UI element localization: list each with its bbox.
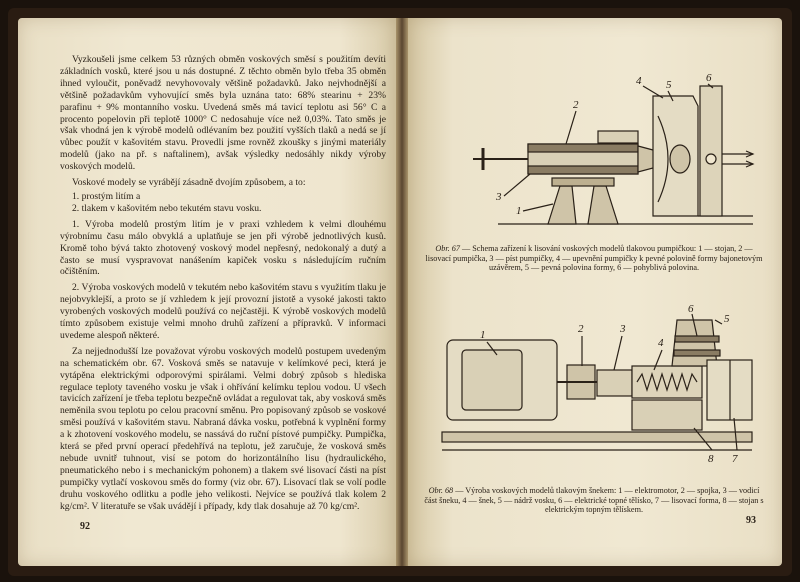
method-list [60,191,386,215]
left-page-text [60,54,386,513]
figure-67-drawing [468,56,758,238]
fig67-label: 5 [666,79,672,91]
page-number-right: 93 [746,515,756,526]
fig68-label: 2 [578,323,584,335]
page-number-left: 92 [80,521,90,532]
paragraph: 2. Výroba voskových modelů v tekutém nebo kašovitém stavu s využitím tlaku je nejobvyklejší, a proto se jí vzhledem k její provozní jistotě a vysoké jakosti takto vyrobených voskových modelů používá co nejčastěji. K výrobě voskových modelů tímto způsobem existuje velmi mnoho druhů zařízení a přípravků. V informaci uvedeme alespoň některé. [60,282,386,341]
fig68-label: 1 [480,329,486,341]
caption-title: Obr. 68 [428,486,454,495]
paragraph: Vyzkoušeli jsme celkem 53 různých obměn voskových směsí s použitím devíti základních vosků, které jsou u nás dostupné. Z těchto obměn bylo třeba 35 obměn ihned vyloučit, poněvadž nevyhovovaly většině požadavků. Jako nejvhodnější a většině požadavkům vyhovující směs byla uznána tato: 68% stearinu + 23% parafinu + 9% montanního vosku. Uvedená směs má tavicí teplotu asi 56° C a procento popelovin při teplotě 1000° C nedosahuje více než 0,03%. Tato směs je však vhodná jen k výrobě modelů odlévaním bez použití vyšších tlaků a nedá se jí vůbec použít v kašovitém stavu. Provedli jsme rovněž zkoušky s jinými materiály modelů (jako na př. s naftalinem), avšak výsledky nedosáhly nikdy výroby voskových modelů. [60,54,386,173]
fig67-label: 3 [496,191,502,203]
book-gutter [396,18,408,566]
list-item: 1. prostým litím a [72,190,141,202]
fig67-label: 2 [573,99,579,111]
fig68-label: 4 [658,337,664,349]
list-item: 2. tlakem v kašovitém nebo tekutém stavu vosku. [72,202,262,214]
fig68-label: 6 [688,303,694,315]
figure-68-caption [424,486,764,515]
figure-68 [422,300,768,480]
caption-text: — Schema zařízení k lisování voskových modelů tlakovou pumpičkou: 1 — stojan, 2 — lisovací pumpička, 3 — píst pumpičky, 4 — upevnění pumpičky k pevné polovině formy bajonetovým uzávěrem, 5 — pevná polovina formy, 6 — pohyblivá polovina. [425,244,763,273]
book-spread [8,8,792,576]
fig67-label: 4 [636,75,642,87]
fig67-label: 1 [516,205,522,217]
figure-68-drawing [422,300,768,480]
caption-text: — Výroba voskových modelů tlakovým šnekem: 1 — elektromotor, 2 — spojka, 3 — vodicí část šneku, 4 — šnek, 5 — nádrž vosku, 6 — elektrické topné tělísko, 7 — lisovací forma, 8 — stojan s elektrickým topným tělískem. [424,486,764,515]
figure-67 [468,56,758,238]
fig68-label: 3 [620,323,626,335]
fig67-label: 6 [706,72,712,84]
figure-67-caption [424,244,764,273]
left-page [18,18,396,566]
right-page [408,18,782,566]
caption-title: Obr. 67 [435,244,460,253]
paragraph: Voskové modely se vyrábějí zásadně dvojím způsobem, a to: [72,177,306,189]
fig68-label: 7 [732,453,738,465]
paragraph: Za nejjednodušší lze považovat výrobu voskových modelů postupem uvedeným na schematickém obr. 67. Vosková směs se natavuje v kelímkové peci, která je vytápěna elektrickými odporovými spirálami. Velmi dobrý způsob s hlediska regulace teploty taveného vosku je však i ohřívání kelímku teplou vodou. U všech tavicích zařízení je třeba teplotu bezpečně ovládat a regulovat tak, aby vosková směs neměnila svou teplotu po celou pracovní směnu. Pro popisovaný způsob se voskové směsi používá v kašovitém stavu. Nabraná dávka vosku, potřebná k vyplnění formy a k zhotovení voskového modelu, se nassává do ruční pístové pumpičky. Pumpička, která se před první operací předehřívá na teplotu, jež zaručuje, že vosková směs nebude uvnitř tuhnout, visí se potom do horizontálního lisu (hydraulického, pneumatického nebo i s mechanickým pohonem) a tlakem své lisovací části na píst pumpičky vytlačí voskovou směs do formy (viz obr. 67). Lisovací tlak se volí podle druhu voskového odlitku a podle jeho velikosti. Nejvíce se používá tlak kolem 2 kg/cm². V literatuře se však uvádějí i případy, kdy tlak dosahuje až 70 kg/cm². [60,345,386,512]
fig68-label: 8 [708,453,714,465]
fig68-label: 5 [724,313,730,325]
paragraph: 1. Výroba modelů prostým litím je v praxi vzhledem k velmi dlouhému výrobnímu času málo obvyklá a uplatňuje se jen při výrobě jednotlivých kusů. Kromě toho bývá takto zhotovený voskový model nepřesný, nedokonalý a dutý a často se musí vyspravovat nanášením kapiček vosku s následujícím ručním očištěním. [60,218,386,278]
